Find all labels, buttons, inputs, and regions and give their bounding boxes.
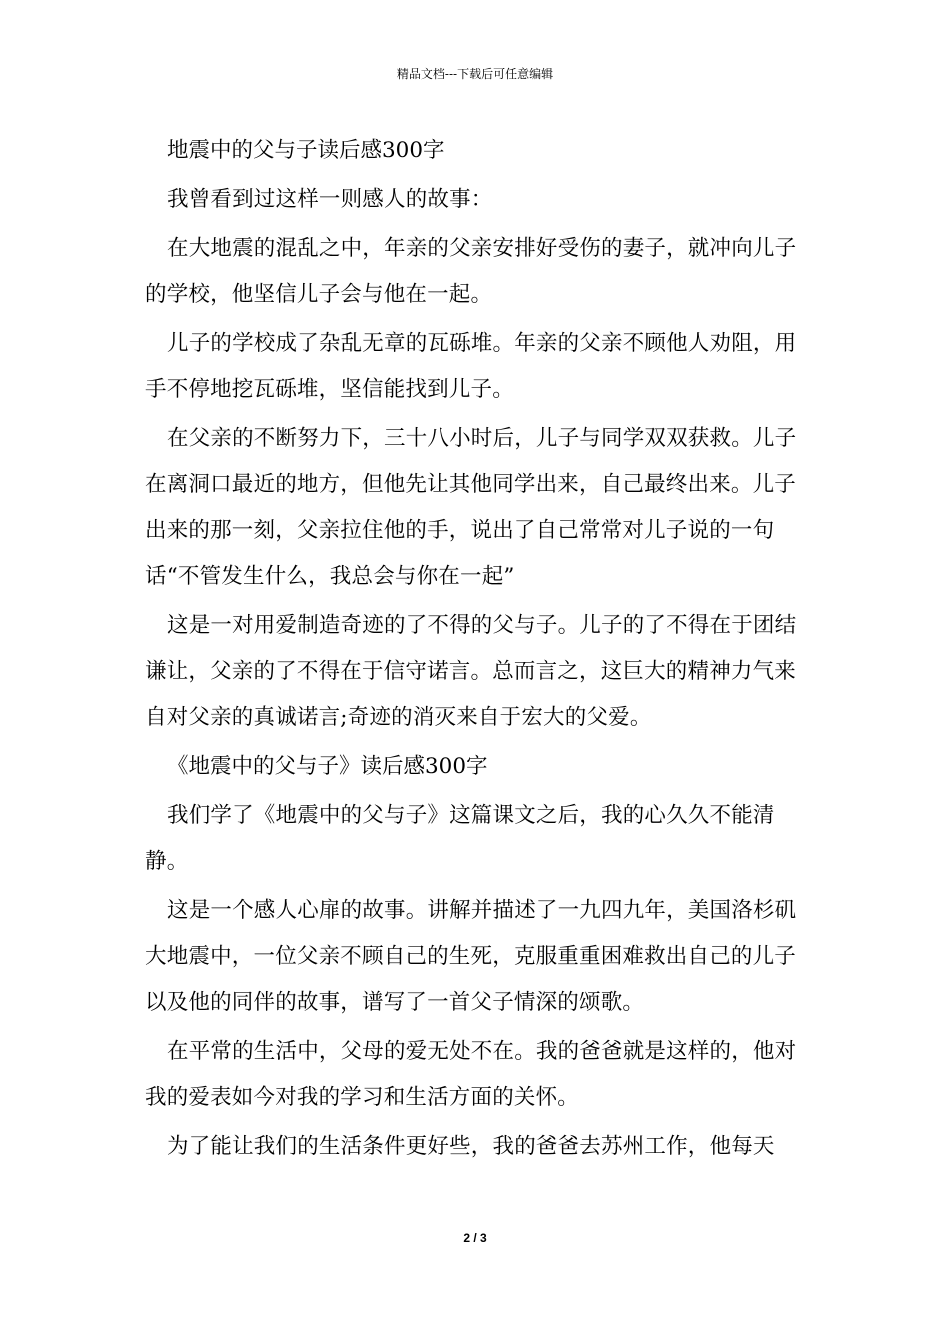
page-number: 2 / 3 [463,1231,487,1245]
paragraph: 在大地震的混乱之中，年亲的父亲安排好受伤的妻子，就冲向儿子的学校，他坚信儿子会与他在一起。 [145,236,797,307]
paragraph: 这是一对用爱制造奇迹的了不得的父与子。儿子的了不得在于团结谦让，父亲的了不得在于信守诺言。总而言之，这巨大的精神力气来自对父亲的真诚诺言;奇迹的消灭来自于宏大的父爱。 [145,613,797,730]
section-title: 地震中的父与子读后感300字 [167,138,445,163]
paragraph: 儿子的学校成了杂乱无章的瓦砾堆。年亲的父亲不顾他人劝阻，用手不停地挖瓦砾堆，坚信能找到儿子。 [145,331,797,402]
paragraph: 我曾看到过这样一则感人的故事： [167,187,493,212]
document-body [145,128,805,1173]
paragraph: 我们学了《地震中的父与子》这篇课文之后，我的心久久不能清静。 [145,803,775,874]
section-title: 《地震中的父与子》读后感300字 [167,754,488,779]
paragraph: 为了能让我们的生活条件更好些，我的爸爸去苏州工作，他每天 [167,1134,775,1159]
paragraph: 在平常的生活中，父母的爱无处不在。我的爸爸就是这样的，他对我的爱表如今对我的学习和生活方面的关怀。 [145,1039,797,1110]
paragraph: 这是一个感人心扉的故事。讲解并描述了一九四九年，美国洛杉矶大地震中，一位父亲不顾自己的生死，克服重重困难救出自己的儿子以及他的同伴的故事，谱写了一首父子情深的颂歌。 [145,898,797,1015]
paragraph: 在父亲的不断努力下，三十八小时后，儿子与同学双双获救。儿子在离洞口最近的地方，但他先让其他同学出来，自己最终出来。儿子出来的那一刻，父亲拉住他的手，说出了自己常常对儿子说的一句话“不管发生什么，我总会与你在一起” [145,426,797,589]
page-header: 精品文档---下载后可任意编辑 [396,67,554,81]
